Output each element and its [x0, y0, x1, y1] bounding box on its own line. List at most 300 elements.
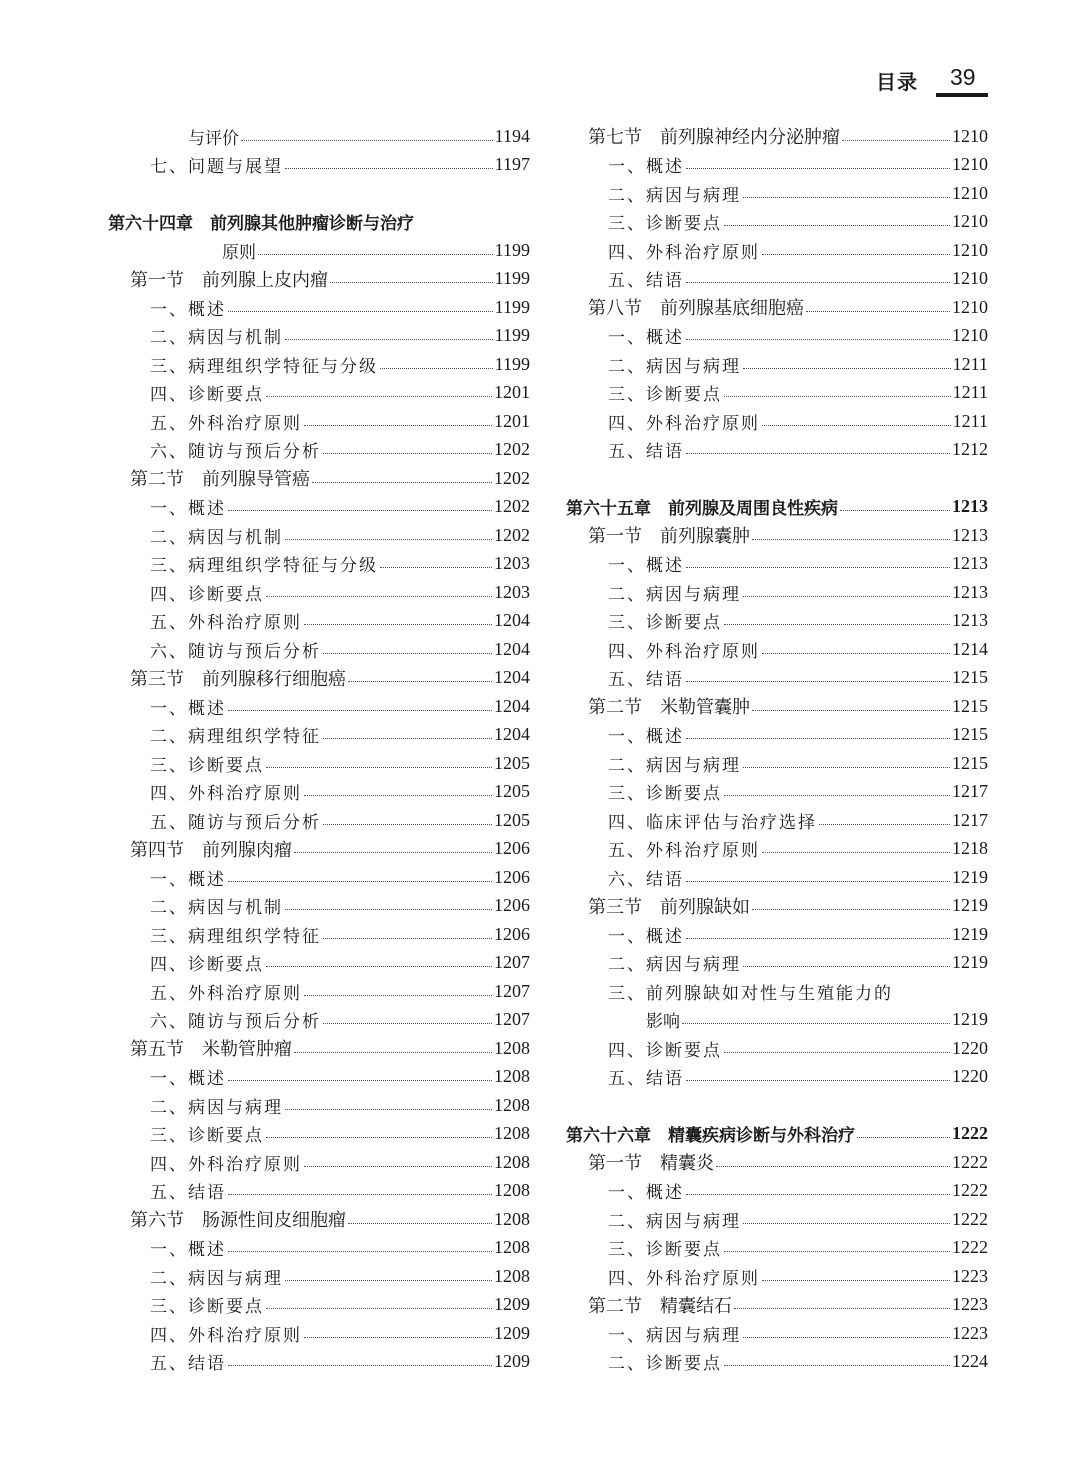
toc-item[interactable]	[566, 208, 988, 237]
toc-section[interactable]	[566, 122, 988, 151]
toc-entry-page: 1223	[952, 1265, 988, 1286]
toc-item[interactable]	[108, 1177, 530, 1206]
toc-item[interactable]	[108, 578, 530, 607]
toc-entry-page: 1207	[494, 980, 530, 1001]
dot-leader	[762, 254, 950, 255]
dot-leader	[762, 425, 951, 426]
dot-leader	[724, 1251, 950, 1252]
dot-leader	[294, 852, 492, 853]
dot-leader	[380, 567, 492, 568]
toc-item[interactable]	[108, 436, 530, 465]
toc-item[interactable]	[566, 778, 988, 807]
toc-entry-title: 五、结语	[608, 1069, 684, 1090]
toc-entry-title: 三、诊断要点	[608, 613, 722, 634]
toc-entry-title: 四、外科治疗原则	[150, 1325, 302, 1346]
dot-leader	[724, 624, 950, 625]
toc-entry-title: 一、概述	[608, 1183, 684, 1204]
toc-entry-title: 第三节 前列腺缺如	[588, 896, 750, 918]
dot-leader	[686, 1194, 950, 1195]
toc-entry-title: 五、结语	[150, 1354, 226, 1375]
toc-entry-page: 1219	[952, 952, 988, 973]
toc-item[interactable]	[566, 322, 988, 351]
dot-leader	[228, 881, 492, 882]
toc-entry-page: 1222	[952, 1208, 988, 1229]
toc-entry-page: 1205	[494, 752, 530, 773]
toc-entry-title: 一、病因与病理	[608, 1325, 741, 1346]
toc-entry-title: 三、病理组织学特征	[150, 926, 321, 947]
dot-leader	[806, 311, 950, 312]
toc-entry-page: 1218	[952, 838, 988, 859]
toc-item[interactable]	[108, 1319, 530, 1348]
toc-entry-page: 1199	[494, 325, 530, 346]
dot-leader	[682, 1023, 950, 1024]
toc-entry-title: 四、外科治疗原则	[608, 242, 760, 263]
dot-leader	[686, 282, 950, 283]
toc-entry-title: 第八节 前列腺基底细胞癌	[588, 298, 804, 320]
dot-leader	[304, 995, 492, 996]
toc-item[interactable]	[108, 806, 530, 835]
toc-item[interactable]	[108, 892, 530, 921]
dot-leader	[686, 881, 950, 882]
toc-entry-title: 一、概述	[150, 698, 226, 719]
toc-entry-page: 1199	[494, 353, 530, 374]
dot-leader	[380, 368, 493, 369]
toc-entry-title: 第五节 米勒管肿瘤	[130, 1039, 292, 1061]
toc-item[interactable]	[566, 1262, 988, 1291]
dot-leader	[743, 1223, 950, 1224]
toc-entry-title: 四、诊断要点	[150, 955, 264, 976]
dot-leader	[228, 1365, 492, 1366]
dot-leader	[304, 624, 492, 625]
toc-entry-title: 四、外科治疗原则	[608, 1268, 760, 1289]
toc-item[interactable]	[108, 1120, 530, 1149]
toc-entry-page: 1205	[494, 809, 530, 830]
toc-item[interactable]	[108, 1234, 530, 1263]
dot-leader	[743, 368, 951, 369]
dot-leader	[743, 767, 950, 768]
dot-leader	[724, 795, 950, 796]
toc-entry-page: 1202	[494, 524, 530, 545]
dot-leader	[258, 254, 493, 255]
toc-entry-page: 1213	[952, 496, 988, 517]
page-number: 39	[950, 64, 976, 90]
dot-leader	[285, 1109, 492, 1110]
toc-item[interactable]	[566, 806, 988, 835]
toc-chapter[interactable]	[566, 1120, 988, 1149]
toc-item[interactable]	[108, 1006, 530, 1035]
toc-item[interactable]	[566, 863, 988, 892]
toc-entry-page: 1203	[494, 581, 530, 602]
toc-entry-page: 1209	[494, 1322, 530, 1343]
toc-entry-page: 1222	[952, 1180, 988, 1201]
toc-entry-title: 一、概述	[608, 328, 684, 349]
toc-entry-title: 第六节 肠源性间皮细胞瘤	[130, 1210, 346, 1232]
toc-section[interactable]	[108, 265, 530, 294]
toc-item[interactable]	[108, 236, 530, 265]
toc-entry-page: 1210	[952, 325, 988, 346]
toc-entry-page: 1201	[494, 382, 530, 403]
toc-item[interactable]	[566, 1319, 988, 1348]
toc-section[interactable]	[108, 464, 530, 493]
toc-entry-page: 1213	[952, 524, 988, 545]
toc-entry-title: 影响	[646, 1012, 680, 1033]
dot-leader	[266, 1137, 492, 1138]
toc-entry-title: 四、诊断要点	[150, 385, 264, 406]
toc-entry-title: 五、结语	[150, 1183, 226, 1204]
toc-entry-title: 第三节 前列腺移行细胞癌	[130, 668, 346, 690]
toc-entry-page: 1213	[952, 581, 988, 602]
toc-entry-page: 1197	[494, 154, 530, 175]
toc-item[interactable]	[108, 1348, 530, 1377]
toc-section[interactable]	[108, 1205, 530, 1234]
toc-item[interactable]	[108, 1091, 530, 1120]
dot-leader	[724, 396, 951, 397]
dot-leader	[752, 710, 950, 711]
toc-entry-title: 四、外科治疗原则	[608, 413, 760, 434]
toc-item[interactable]	[566, 607, 988, 636]
toc-entry-title: 一、概述	[608, 727, 684, 748]
toc-entry-title: 一、概述	[150, 869, 226, 890]
dot-leader	[743, 966, 950, 967]
dot-leader	[323, 1023, 492, 1024]
toc-entry-title: 四、诊断要点	[608, 1040, 722, 1061]
toc-entry-title: 一、概述	[150, 299, 226, 320]
toc-entry-title: 七、问题与展望	[150, 157, 283, 178]
toc-entry-page: 1204	[494, 695, 530, 716]
toc-entry-page: 1206	[494, 838, 530, 859]
toc-entry-title: 与评价	[188, 128, 239, 149]
toc-entry-page: 1207	[494, 1009, 530, 1030]
toc-entry-page: 1206	[494, 923, 530, 944]
dot-leader	[762, 1280, 950, 1281]
section-gap	[566, 464, 988, 493]
dot-leader	[743, 1337, 950, 1338]
toc-entry-page: 1210	[952, 211, 988, 232]
toc-entry-title: 三、诊断要点	[608, 1240, 722, 1261]
toc-entry-title: 第一节 前列腺上皮内瘤	[130, 269, 328, 291]
dot-leader	[285, 168, 493, 169]
dot-leader	[734, 1308, 950, 1309]
toc-entry-page: 1215	[952, 724, 988, 745]
toc-section[interactable]	[566, 293, 988, 322]
dot-leader	[285, 539, 492, 540]
toc-section[interactable]	[566, 521, 988, 550]
toc-entry-page: 1208	[494, 1123, 530, 1144]
toc-entry-title: 三、前列腺缺如对性与生殖能力的	[608, 983, 893, 1004]
toc-entry-page: 1222	[952, 1151, 988, 1172]
toc-item[interactable]	[566, 977, 988, 1006]
header-rule	[936, 93, 988, 97]
toc-item[interactable]	[108, 749, 530, 778]
toc-entry-title: 三、诊断要点	[608, 385, 722, 406]
toc-item[interactable]	[108, 607, 530, 636]
toc-entry-page: 1199	[494, 268, 530, 289]
toc-entry-page: 1208	[494, 1151, 530, 1172]
toc-entry-page: 1214	[952, 638, 988, 659]
toc-entry-page: 1213	[952, 553, 988, 574]
toc-entry-page: 1202	[494, 496, 530, 517]
toc-entry-title: 第六十六章 精囊疾病诊断与外科治疗	[566, 1126, 855, 1147]
dot-leader	[266, 596, 492, 597]
toc-entry-title: 第七节 前列腺神经内分泌肿瘤	[588, 127, 840, 149]
toc-entry-title: 第一节 前列腺囊肿	[588, 526, 750, 548]
toc-section[interactable]	[108, 1034, 530, 1063]
toc-item[interactable]	[108, 692, 530, 721]
dot-leader	[323, 824, 492, 825]
toc-chapter[interactable]	[108, 208, 530, 237]
toc-item[interactable]	[108, 949, 530, 978]
dot-leader	[323, 453, 492, 454]
toc-entry-page: 1208	[494, 1237, 530, 1258]
toc-item[interactable]	[108, 1063, 530, 1092]
toc-entry-title: 三、诊断要点	[608, 784, 722, 805]
toc-item[interactable]	[566, 1006, 988, 1035]
dot-leader	[743, 596, 950, 597]
toc-entry-title: 二、病因与病理	[608, 584, 741, 605]
toc-item[interactable]	[566, 550, 988, 579]
toc-entry-title: 四、临床评估与治疗选择	[608, 812, 817, 833]
toc-entry-page: 1202	[494, 467, 530, 488]
dot-leader	[285, 339, 493, 340]
toc-entry-title: 五、外科治疗原则	[150, 413, 302, 434]
toc-entry-title: 第二节 前列腺导管癌	[130, 469, 310, 491]
toc-item[interactable]	[566, 1177, 988, 1206]
dot-leader	[266, 1308, 492, 1309]
dot-leader	[266, 966, 492, 967]
toc-entry-title: 三、诊断要点	[608, 214, 722, 235]
dot-leader	[686, 567, 950, 568]
toc-entry-title: 五、外科治疗原则	[150, 613, 302, 634]
dot-leader	[724, 1365, 950, 1366]
dot-leader	[716, 1166, 950, 1167]
toc-chapter[interactable]	[566, 493, 988, 522]
toc-entry-title: 第二节 精囊结石	[588, 1295, 732, 1317]
toc-entry-title: 一、概述	[150, 499, 226, 520]
dot-leader	[686, 1080, 950, 1081]
toc-item[interactable]	[108, 521, 530, 550]
toc-entry-page: 1205	[494, 781, 530, 802]
toc-entry-title: 六、随访与预后分析	[150, 442, 321, 463]
toc-entry-page: 1204	[494, 724, 530, 745]
toc-entry-title: 五、随访与预后分析	[150, 812, 321, 833]
toc-entry-title: 第一节 精囊炎	[588, 1153, 714, 1175]
toc-item[interactable]	[566, 436, 988, 465]
toc-item[interactable]	[566, 236, 988, 265]
toc-entry-title: 二、病理组织学特征	[150, 727, 321, 748]
dot-leader	[312, 482, 492, 483]
toc-entry-page: 1208	[494, 1180, 530, 1201]
dot-leader	[294, 1052, 492, 1053]
dot-leader	[686, 339, 950, 340]
dot-leader	[348, 681, 492, 682]
dot-leader	[840, 510, 950, 511]
section-gap	[108, 179, 530, 208]
toc-item[interactable]	[108, 322, 530, 351]
toc-item[interactable]	[108, 778, 530, 807]
toc-item[interactable]	[566, 635, 988, 664]
toc-item[interactable]	[108, 1262, 530, 1291]
toc-entry-title: 五、外科治疗原则	[608, 841, 760, 862]
toc-entry-page: 1203	[494, 553, 530, 574]
toc-section[interactable]	[566, 892, 988, 921]
toc-right-column	[566, 122, 988, 1376]
toc-item[interactable]	[108, 1148, 530, 1177]
toc-entry-page: 1199	[494, 239, 530, 260]
dot-leader	[266, 767, 492, 768]
toc-entry-title: 四、外科治疗原则	[150, 1154, 302, 1175]
dot-leader	[228, 311, 493, 312]
toc-entry-title: 二、诊断要点	[608, 1354, 722, 1375]
dot-leader	[304, 1166, 492, 1167]
toc-entry-page: 1202	[494, 439, 530, 460]
toc-entry-title: 二、病因与病理	[608, 955, 741, 976]
toc-entry-title: 第六十四章 前列腺其他肿瘤诊断与治疗	[108, 214, 414, 235]
toc-entry-page: 1217	[952, 781, 988, 802]
toc-entry-page: 1211	[952, 410, 988, 431]
toc-entry-title: 一、概述	[608, 556, 684, 577]
toc-item[interactable]	[108, 122, 530, 151]
toc-entry-title: 五、结语	[608, 271, 684, 292]
section-gap	[566, 1091, 988, 1120]
toc-item[interactable]	[108, 293, 530, 322]
toc-item[interactable]	[566, 1234, 988, 1263]
toc-item[interactable]	[566, 379, 988, 408]
toc-item[interactable]	[108, 493, 530, 522]
dot-leader	[752, 909, 950, 910]
dot-leader	[304, 795, 492, 796]
toc-entry-page: 1220	[952, 1066, 988, 1087]
toc-entry-page: 1219	[952, 895, 988, 916]
toc-entry-title: 第四节 前列腺肉瘤	[130, 839, 292, 861]
toc-section[interactable]	[566, 1148, 988, 1177]
toc-entry-title: 三、诊断要点	[150, 755, 264, 776]
dot-leader	[304, 1337, 492, 1338]
toc-entry-page: 1210	[952, 296, 988, 317]
dot-leader	[762, 653, 950, 654]
dot-leader	[743, 197, 950, 198]
toc-entry-title: 四、外科治疗原则	[608, 641, 760, 662]
toc-entry-page: 1208	[494, 1037, 530, 1058]
toc-item[interactable]	[108, 863, 530, 892]
toc-item[interactable]	[108, 151, 530, 180]
toc-entry-title: 五、结语	[608, 442, 684, 463]
toc-entry-title: 六、随访与预后分析	[150, 1012, 321, 1033]
toc-entry-page: 1223	[952, 1322, 988, 1343]
toc-item[interactable]	[566, 407, 988, 436]
header-title: 目录	[876, 70, 918, 94]
dot-leader	[752, 539, 950, 540]
dot-leader	[228, 1080, 492, 1081]
toc-item[interactable]	[566, 721, 988, 750]
dot-leader	[285, 909, 492, 910]
toc-item[interactable]	[108, 550, 530, 579]
toc-entry-page: 1215	[952, 752, 988, 773]
toc-item[interactable]	[566, 1348, 988, 1377]
toc-item[interactable]	[566, 151, 988, 180]
toc-entry-page: 1210	[952, 239, 988, 260]
toc-entry-page: 1210	[952, 125, 988, 146]
dot-leader	[323, 653, 492, 654]
toc-entry-page: 1208	[494, 1066, 530, 1087]
toc-item[interactable]	[108, 350, 530, 379]
toc-entry-page: 1204	[494, 667, 530, 688]
toc-item[interactable]	[566, 350, 988, 379]
toc-entry-page: 1209	[494, 1351, 530, 1372]
toc-left-column	[108, 122, 530, 1376]
toc-entry-page: 1223	[952, 1294, 988, 1315]
toc-section[interactable]	[566, 692, 988, 721]
dot-leader	[686, 168, 950, 169]
toc-entry-title: 二、病因与机制	[150, 898, 283, 919]
toc-item[interactable]	[566, 179, 988, 208]
toc-entry-page: 1210	[952, 182, 988, 203]
dot-leader	[686, 453, 950, 454]
toc-entry-page: 1209	[494, 1294, 530, 1315]
dot-leader	[241, 140, 493, 141]
dot-leader	[348, 1223, 492, 1224]
toc-section[interactable]	[566, 1291, 988, 1320]
toc-entry-title: 六、结语	[608, 869, 684, 890]
toc-entry-title: 三、病理组织学特征与分级	[150, 356, 378, 377]
dot-leader	[228, 1251, 492, 1252]
toc-item[interactable]	[108, 1291, 530, 1320]
dot-leader	[686, 681, 950, 682]
toc-item[interactable]	[566, 664, 988, 693]
toc-entry-page: 1201	[494, 410, 530, 431]
dot-leader	[686, 738, 950, 739]
toc-entry-page: 1211	[952, 353, 988, 374]
dot-leader	[686, 938, 950, 939]
toc-entry-title: 三、诊断要点	[150, 1126, 264, 1147]
dot-leader	[228, 1194, 492, 1195]
toc-item[interactable]	[566, 1205, 988, 1234]
dot-leader	[857, 1137, 950, 1138]
toc-item[interactable]	[566, 920, 988, 949]
toc-entry-page: 1222	[952, 1237, 988, 1258]
toc-entry-title: 二、病因与病理	[150, 1097, 283, 1118]
toc-item[interactable]	[108, 379, 530, 408]
toc-entry-page: 1210	[952, 154, 988, 175]
toc-entry-page: 1207	[494, 952, 530, 973]
toc-section[interactable]	[108, 835, 530, 864]
toc-item[interactable]	[108, 977, 530, 1006]
dot-leader	[323, 938, 492, 939]
toc-entry-page: 1217	[952, 809, 988, 830]
dot-leader	[228, 710, 492, 711]
toc-item[interactable]	[566, 578, 988, 607]
toc-item[interactable]	[108, 920, 530, 949]
toc-section[interactable]	[108, 664, 530, 693]
toc-item[interactable]	[566, 265, 988, 294]
dot-leader	[285, 1280, 492, 1281]
toc-item[interactable]	[566, 1063, 988, 1092]
toc-item[interactable]	[566, 835, 988, 864]
toc-item[interactable]	[108, 635, 530, 664]
toc-entry-page: 1204	[494, 610, 530, 631]
toc-entry-page: 1220	[952, 1037, 988, 1058]
toc-entry-title: 一、概述	[608, 926, 684, 947]
toc-item[interactable]	[566, 1034, 988, 1063]
toc-entry-page: 1222	[952, 1123, 988, 1144]
dot-leader	[819, 824, 950, 825]
toc-item[interactable]	[108, 721, 530, 750]
toc-entry-title: 第二节 米勒管囊肿	[588, 697, 750, 719]
dot-leader	[323, 738, 492, 739]
toc-item[interactable]	[108, 407, 530, 436]
toc-item[interactable]	[566, 749, 988, 778]
toc-item[interactable]	[566, 949, 988, 978]
toc-entry-page: 1215	[952, 695, 988, 716]
